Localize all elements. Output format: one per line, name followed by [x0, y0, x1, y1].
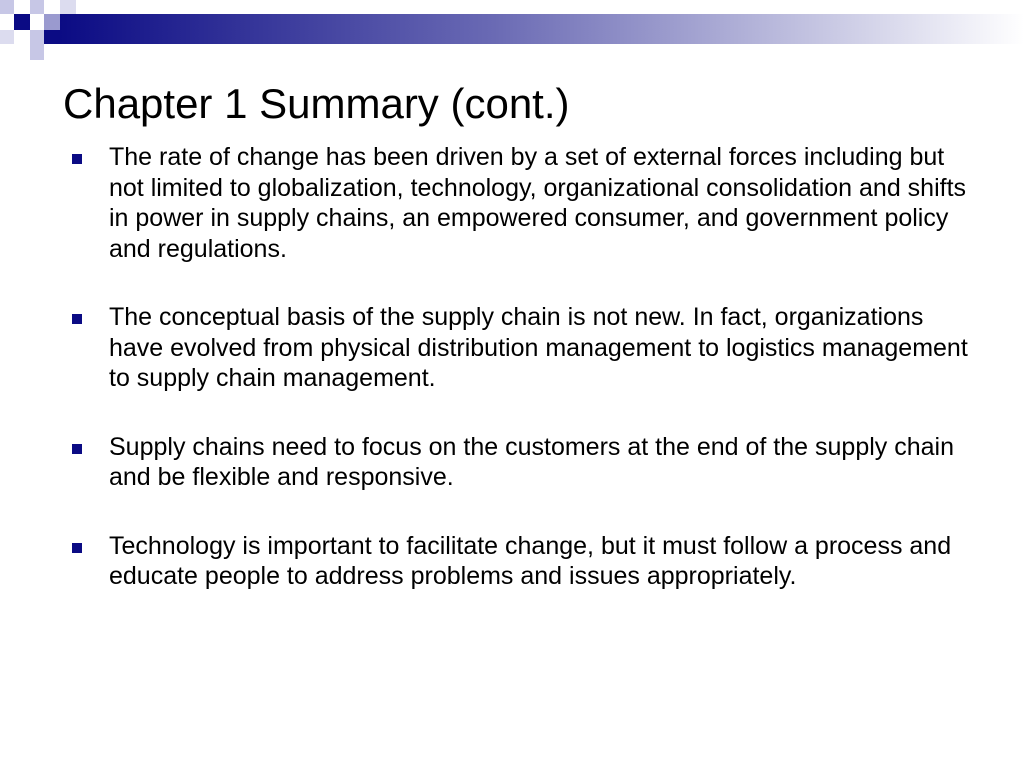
bullet-list	[72, 142, 972, 630]
square-bullet-icon	[72, 444, 82, 454]
bullet-item	[72, 302, 972, 394]
deco-square	[60, 0, 76, 14]
deco-square	[0, 30, 14, 44]
bullet-text: Technology is important to facilitate change, but it must follow a process and educate people to address problems and issues appropriately.	[109, 531, 952, 590]
deco-square	[14, 14, 30, 30]
deco-square	[44, 30, 60, 44]
deco-square	[0, 0, 14, 14]
deco-square	[44, 14, 60, 30]
deco-square	[30, 44, 44, 60]
square-bullet-icon	[72, 314, 82, 324]
bullet-text: The conceptual basis of the supply chain is not new. In fact, organizations have evolved from physical distribution management to logistics management to supply chain management.	[109, 303, 968, 392]
slide-title: Chapter 1 Summary (cont.)	[63, 80, 570, 127]
header-gradient-band	[60, 14, 1024, 44]
bullet-item	[72, 531, 972, 592]
bullet-text: Supply chains need to focus on the customers at the end of the supply chain and be flexible and responsive.	[109, 432, 954, 491]
bullet-item	[72, 432, 972, 493]
square-bullet-icon	[72, 154, 82, 164]
square-bullet-icon	[72, 543, 82, 553]
bullet-item	[72, 142, 972, 264]
deco-square	[30, 30, 44, 44]
deco-square	[30, 0, 44, 14]
bullet-text: The rate of change has been driven by a set of external forces including but not limited to globalization, technology, organizational consolidation and shifts in power in supply chains, an empowered consumer, and government policy and regulations.	[109, 143, 967, 263]
header-decoration	[0, 0, 1024, 64]
